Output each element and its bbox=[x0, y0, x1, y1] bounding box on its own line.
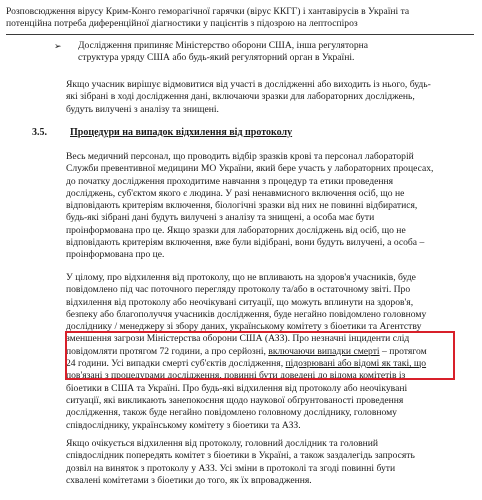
paragraph-line: Якщо очікується відхилення від протоколу, головний дослідник та головний bbox=[66, 438, 379, 449]
paragraph-line: до початку дослідження проходитиме навчання з процедур та етики проведення bbox=[66, 175, 394, 187]
paragraph-line: будь-які зібрані дані будуть вилучені з аналізу та знищені, а особа має бути bbox=[66, 212, 375, 224]
paragraph-line: повідомлено під час поточного перегляду протоколу та/або в остаточному звіті. Про bbox=[66, 284, 411, 296]
paragraph-line: пов'язані з процедурами дослідження, повинні бути доведені до відома комітетів із bbox=[66, 370, 406, 382]
paragraph-line: Весь медичний персонал, що проводить відбір зразків крові та персонал лабораторій bbox=[66, 151, 414, 162]
paragraph-line: досліднику / менеджеру зі збору даних, українському комітету з біоетики та Агентству bbox=[66, 321, 422, 333]
paragraph-line: проінформована про це. bbox=[66, 249, 165, 261]
bullet-marker-icon: ➢ bbox=[54, 41, 62, 51]
paragraph-line: які зібрані в ході дослідження дані, включаючи зразки для лабораторних досліджень, bbox=[66, 91, 415, 103]
header-line: Розповсюдження вірусу Крим-Конго геморагічної гарячки (вірус ККГГ) і хантавірусів в Україні та bbox=[6, 6, 410, 17]
text-segment: повідомляти протягом 72 години, а про серйозні, bbox=[66, 345, 269, 357]
underlined-text: включаючи випадки смерті bbox=[268, 345, 380, 357]
paragraph-line: біоетики в США та Україні. Про будь-які відхилення від протоколу або неочікувані bbox=[66, 382, 408, 394]
bullet-text-line: структура уряду США або будь-який регуляторний орган в Україні. bbox=[78, 52, 355, 64]
paragraph-line: ситуації, які викликають занепокоєння щодо наукової обґрунтованості проведення bbox=[66, 394, 404, 406]
paragraph-training bbox=[66, 151, 458, 262]
paragraph-line: У цілому, про відхилення від протоколу, що не впливають на здоров'я учасників, буде bbox=[66, 272, 416, 283]
underlined-text: підозрювані або відомі як такі, що bbox=[285, 358, 427, 370]
text-segment: 24 години. Усі випадки смерті суб'єктів дослідження, bbox=[66, 358, 286, 370]
paragraph-line: дослідження, також буде негайно повідомлено головному досліднику, головному bbox=[66, 407, 397, 419]
red-highlight-box bbox=[65, 331, 455, 380]
paragraph-line: проінформована про це. Якщо зразки для лабораторних досліджень від осіб, що не bbox=[66, 224, 406, 236]
paragraph-withdrawal bbox=[66, 79, 458, 116]
paragraph-line: відповідають критеріям включення, біологічні зразки від них не повинні відбиратися, bbox=[66, 200, 418, 212]
paragraph-expected-deviation bbox=[66, 438, 458, 487]
paragraph-line: відхилення від протоколу або неочікувані ситуації, що можуть вплинути на здоров'я, bbox=[66, 296, 414, 308]
paragraph-line: Якщо учасник вирішує відмовитися від участі в дослідженні або виходить із нього, будь- bbox=[66, 79, 431, 90]
header-line: потенційна потреба диференційної діагностики у пацієнтів з підозрою на лептоспіроз bbox=[6, 18, 358, 30]
paragraph-line: досліджень, суб'єктом якого є людина. У разі ненавмисного включення осіб, що не bbox=[66, 187, 405, 199]
paragraph-line: будуть вилучені з аналізу та знищені. bbox=[66, 103, 219, 115]
running-header bbox=[6, 6, 474, 35]
paragraph-line: співдосліднику, українському комітету з біоетики та АЗЗ. bbox=[66, 419, 301, 431]
paragraph-line: відповідають критеріям включення, вже були відібрані, вони будуть вилучені, а особа – bbox=[66, 237, 425, 249]
paragraph-line: зменшення загрози Міністерства оборони США (АЗЗ). Про незначні інциденти слід bbox=[66, 333, 410, 345]
text-segment: – протягом bbox=[379, 345, 427, 357]
bullet-item bbox=[54, 40, 446, 65]
paragraph-line: співдослідник попередять комітет з біоетики в Україні, а також заздалегідь запросять bbox=[66, 450, 415, 462]
paragraph-line: схвалені комітетами з біоетики до того, як їх впровадження. bbox=[66, 474, 312, 486]
paragraph-line: Служби превентивної медицини МО України, який бере участь у лабораторних процесах, bbox=[66, 163, 434, 175]
section-title: Процедури на випадок відхилення від протоколу bbox=[70, 127, 293, 138]
bullet-text-line: Дослідження припиняє Міністерство оборони США, інша регуляторна bbox=[78, 40, 369, 51]
paragraph-line: безпеку або благополуччя учасників дослідження, буде негайно повідомлено головному bbox=[66, 308, 427, 320]
section-number: 3.5. bbox=[32, 127, 47, 138]
paragraph-line: дозвіл на виняток з протоколу у АЗЗ. Усі зміни в протоколі та згоді повинні бути bbox=[66, 462, 396, 474]
